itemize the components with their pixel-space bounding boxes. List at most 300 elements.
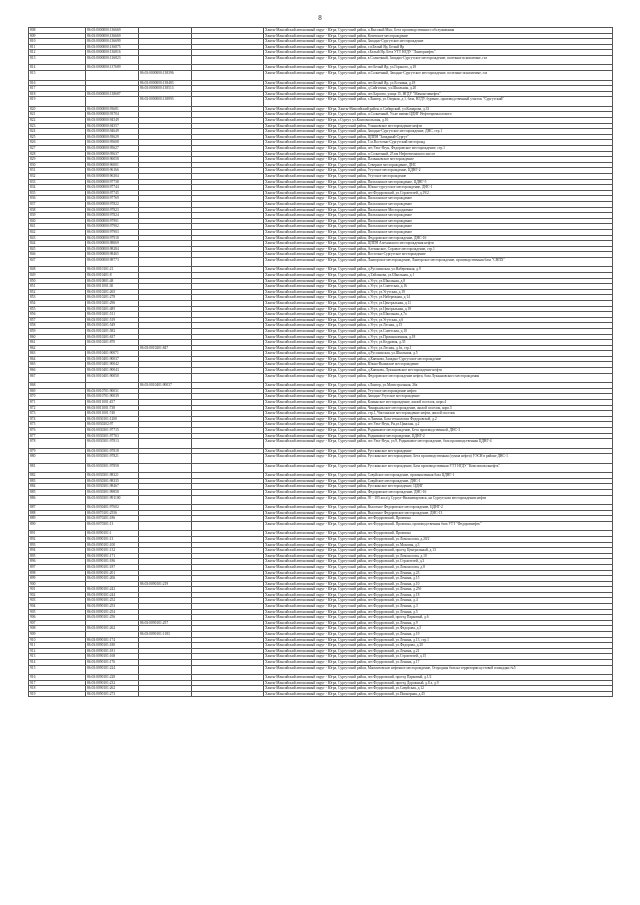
address-cell: Ханты-Мансийский автономный округ - Югра, Сургутский район, Пильтанское Мостороджение [264, 207, 613, 213]
address-cell: Ханты-Мансийский автономный округ - Югра, Сургутский район, с.Угут, ул.Центральная, д.11 [264, 300, 613, 306]
cadastral-number-cell: 86:03:0000000:95608 [86, 140, 139, 146]
cadastral-number-cell: 86:03:0030301:98335 [86, 478, 139, 484]
cadastral-number-cell: 86:03:0090101:187 [86, 564, 139, 570]
cadastral-number-cell: 86:03:0000000:97738 [86, 179, 139, 185]
row-number-cell: 897 [29, 564, 86, 570]
cadastral-number-alt-cell [139, 55, 192, 65]
cadastral-number-cell: 86:03:0090101:232 [86, 680, 139, 686]
cadastral-number-cell: 86:03:0010801:48 [86, 278, 139, 284]
cadastral-number-alt-cell [139, 521, 192, 531]
cadastral-number-cell: 86:03:0090101:132 [86, 548, 139, 554]
address-cell: Ханты-Мансийский автономный округ - Югра, Сургутский район, пгт.Федоровский, проезд Центральный, д.13 [264, 548, 613, 554]
cadastral-number-alt-cell [139, 691, 192, 697]
address-cell: Ханты-Мансийский автономный округ - Югра, Сургутский район, с.Угут, ул.Лесная, д.1в, стр.1 [264, 345, 613, 351]
cadastral-number-cell: 86:03:0070201:186 [86, 516, 139, 522]
cadastral-number-alt-cell [139, 665, 192, 675]
cadastral-number-cell: 86:03:0090101:244 [86, 592, 139, 598]
address-cell: Ханты-Мансийский автономный округ - Югра, г.Сургут, ул.Комсомольская, д.16 [264, 118, 613, 124]
cadastral-number-cell: 86:03:0010401:90037 [86, 356, 139, 362]
cadastral-number-alt-cell [139, 373, 192, 383]
row-number-cell: 823 [29, 123, 86, 129]
row-number-cell: 890 [29, 521, 86, 531]
address-cell: Ханты-Мансийский автономный округ - Югра, Сургутский район, Лянторское месторождение, Лянторское месторождение, производственная база "СНПХ" [264, 257, 613, 267]
cadastral-number-cell: 86:03:0000000:136875 [86, 44, 139, 50]
address-cell: Ханты-Мансийский автономный округ - Югра, Сургутский район, г.Лянтор, ул.Озерная, д.1, база, НГДУ, бурение, производственный участок "Сургутский" [264, 97, 613, 107]
address-cell: Ханты-Мансийский автономный округ - Югра, Сургутский район, пгт.Федоровский, ул.Ленина, д.18 [264, 592, 613, 598]
row-number-cell: 910 [29, 637, 86, 643]
cadastral-number-cell: 86:03:0010401:90043 [86, 368, 139, 374]
row-number-cell: 891 [29, 531, 86, 537]
row-number-cell: 874 [29, 416, 86, 422]
address-cell: Ханты-Мансийский автономный округ - Югра, Сургутский район, пгт.Федоровский, ул.Ленина, д.13, стр.1 [264, 637, 613, 643]
cadastral-number-cell: 86:03:0090101:254 [86, 609, 139, 615]
address-cell: Ханты-Мансийский автономный округ - Югра, Сургутский район, с.Угут, ул.Промышленная, д.18 [264, 334, 613, 340]
address-cell: Ханты-Мансийский автономный округ - Югра, Сургутский район, пгт.Федоровский, Промзона [264, 531, 613, 537]
cadastral-number-cell: 86:03:0010201:278 [86, 295, 139, 301]
cadastral-number-cell: 86:03:0011001:740 [86, 411, 139, 417]
address-cell: Ханты-Мансийский автономный округ - Югра, Сургутский район, Камынское месторождение, жилой поселок, корп.4 [264, 399, 613, 405]
row-number-cell: 889 [29, 516, 86, 522]
row-number-cell: 919 [29, 691, 86, 697]
address-cell: Ханты-Мансийский автономный округ - Югра, Сургутский район, Русскинское месторождение, База производственная УТТ НГДУ "Комсомольскнефть" [264, 463, 613, 473]
registry-table-body [29, 28, 613, 697]
row-number-cell: 845 [29, 246, 86, 252]
cadastral-number-cell: 86:03:0000000:97745 [86, 190, 139, 196]
cadastral-number-cell: 86:03:0030301:97858 [86, 463, 139, 473]
cadastral-number-cell: 86:03:0090101:262 [86, 686, 139, 692]
address-cell: Ханты-Мансийский автономный округ - Югра, Сургутский район, с.Угут, ул.Набережная, д.14 [264, 295, 613, 301]
address-cell: Ханты-Мансийский автономный округ - Югра, Сургутский район, пгт.Ульт-Ягун, Рн.ул.Цинская, д.2 [264, 422, 613, 428]
table-row [29, 665, 613, 675]
cadastral-number-cell: 86:03:0000000:95637 [86, 151, 139, 157]
address-cell: Ханты-Мансийский автономный округ - Югра, Сургутский район, Пильтанское месторождение, ЦДНГ-5 [264, 179, 613, 185]
address-cell: Ханты-Мансийский автономный округ - Югра, Сургутский район, Пильтанское месторождение [264, 213, 613, 219]
cadastral-number-cell: 86:03:0090101:253 [86, 604, 139, 610]
row-number-cell: 848 [29, 267, 86, 273]
address-cell: Ханты-Мансийский автономный округ - Югра, Сургутский район, стр.1, Чистинское месторождение нефти, жилой поселок [264, 411, 613, 417]
address-cell: Ханты-Мансийский автономный округ - Югра, Сургутский район, с.Угут, ул.Кедровая, д.35 [264, 340, 613, 346]
row-number-cell: 815 [29, 71, 86, 81]
row-number-cell: 811 [29, 44, 86, 50]
row-number-cell: 904 [29, 604, 86, 610]
cadastral-number-cell: 86:03:0030301:99858 [86, 489, 139, 495]
address-cell: Ханты-Мансийский автономный округ - Югра, Сургутский район, в Солнечный, Западно-Сургутское месторождение, полезные ископаемые, газ [264, 55, 613, 65]
address-cell: Ханты-Мансийский автономный округ - Югра, Сургутский район, пгт.Федоровский, проезд Парковый, д.1/2 [264, 675, 613, 681]
cadastral-number-cell: 86:03:0090101:181 [86, 648, 139, 654]
address-cell: Ханты-Мансийский автономный округ - Югра, Ханты-Мансийский район, п.Сибирский, ул.Комарова, д.33 [264, 106, 613, 112]
cadastral-number-cell: 86:03:0090101:174 [86, 637, 139, 643]
cadastral-number-cell: 86:03:0090101:262 [86, 626, 139, 632]
address-cell: Ханты-Мансийский автономный округ - Югра, Сургутский район, пгт.Федоровский, ул.Ломоносова, д.10 [264, 553, 613, 559]
address-cell: Ханты-Мансийский автономный округ - Югра, Сургутский район, Южно-сургутское месторождение, ДНС-1 [264, 185, 613, 191]
cadastral-number-alt-cell: 86:03:0000000:138396 [139, 71, 192, 81]
cadastral-number-cell: 86:03:0000000:97823 [86, 207, 139, 213]
row-number-cell: 887 [29, 505, 86, 511]
row-number-cell: 892 [29, 536, 86, 542]
address-cell: Ханты-Мансийский автономный округ - Югра, Сургутский район, с.Угут, ул.Советская, д.16 [264, 284, 613, 290]
row-number-cell: 832 [29, 173, 86, 179]
cadastral-number-alt-cell: 86:03:0010201:847 [139, 345, 192, 351]
cadastral-number-cell: 86:03:0010401:90071 [86, 351, 139, 357]
row-number-cell: 854 [29, 300, 86, 306]
cadastral-number-cell: 86:03:0000000:137689 [86, 65, 139, 71]
cadastral-number-cell: 86:03:0000000:96001 [86, 162, 139, 168]
row-number-cell: 870 [29, 394, 86, 400]
address-cell: Ханты-Мансийский автономный округ - Югра, Сургутский район, пгт.Федоровский, ул.Федорова, д.5 [264, 626, 613, 632]
row-number-cell: 810 [29, 39, 86, 45]
address-cell: Ханты-Мансийский автономный округ - Югра, Сургутский район, пгт.Федоровский, проезд Дорожный, д.8 а, д.9 [264, 680, 613, 686]
row-number-cell: 903 [29, 598, 86, 604]
address-cell: Ханты-Мансийский автономный округ - Югра, Сургутский район, пгт.Федоровский, ул.Строителей, д.19/2 [264, 190, 613, 196]
registry-table [28, 27, 613, 697]
cadastral-number-cell: 86:03:0000000:96058 [86, 157, 139, 163]
cadastral-number-cell: 86:03:0010201:637 [86, 334, 139, 340]
cadastral-number-cell: 86:03:0011001:738 [86, 405, 139, 411]
row-number-cell: 873 [29, 411, 86, 417]
cadastral-number-cell: 86:03:0030301:97821 [86, 454, 139, 464]
address-cell: Ханты-Мансийский автономный округ - Югра, Сургутский район, пгт.Федоровский, ул.Ленина, д.3 [264, 604, 613, 610]
table-row [29, 495, 613, 505]
cadastral-number-cell: 86:03:0030202:97 [86, 422, 139, 428]
row-number-cell: 865 [29, 362, 86, 368]
row-number-cell: 885 [29, 489, 86, 495]
row-number-cell: 908 [29, 626, 86, 632]
cadastral-number-cell: 86:03:0010201:485 [86, 306, 139, 312]
address-cell: Ханты-Мансийский автономный округ - Югра, Сургутский район, пгт.Ульт-Ягун, ул.9, Родниковое месторождение, база производственная ЦДНГ-4 [264, 439, 613, 449]
cadastral-number-cell: 86:03:0010401:90042 [86, 362, 139, 368]
extra-cell [192, 463, 264, 473]
table-row [29, 97, 613, 107]
extra-cell [192, 373, 264, 383]
row-number-cell: 835 [29, 190, 86, 196]
cadastral-number-cell: 86:03:0010401:90050 [86, 373, 139, 383]
address-cell: Ханты-Мансийский автономный округ - Югра, Сургутский район, пгт.Федоровский, Промзона, производственная база УТТ "Федоровнефть" [264, 521, 613, 531]
address-cell: Ханты-Мансийский автономный округ - Югра, Сургутский район, Русскинское месторождение, ЦДНГ [264, 484, 613, 490]
address-cell: Ханты-Мансийский автономный округ - Югра, Сургутский район, д.Каюкова, Западно-Сургутское месторождение [264, 356, 613, 362]
cadastral-number-cell: 86:03:0030301:97763 [86, 433, 139, 439]
extra-cell [192, 55, 264, 65]
page-number: 8 [318, 14, 322, 22]
extra-cell [192, 521, 264, 531]
row-number-cell: 830 [29, 162, 86, 168]
cadastral-number-alt-cell: 86:03:0000000:138893 [139, 97, 192, 107]
table-row [29, 521, 613, 531]
row-number-cell: 858 [29, 323, 86, 329]
address-cell: Ханты-Мансийский автономный округ - Югра, Сургутский район, с.Угут, ул.Школьная, д.7а [264, 312, 613, 318]
row-number-cell: 906 [29, 615, 86, 621]
address-cell: Ханты-Мансийский автономный округ - Югра, Сургутский район, ЦППН Алехинского месторождения нефти [264, 241, 613, 247]
address-cell: Ханты-Мансийский автономный округ - Югра, Сургутский район, г.п.Белый Яр, Белый Яр [264, 44, 613, 50]
cadastral-number-alt-cell [139, 439, 192, 449]
extra-cell [192, 495, 264, 505]
address-cell: Ханты-Мансийский автономный округ - Югра, Сургутский район, пгт.Федоровский, ул.Моховая, д.3 [264, 542, 613, 548]
row-number-cell: 895 [29, 553, 86, 559]
address-cell: Ханты-Мансийский автономный округ - Югра, Сургутский район, пгт.Федоровский, ул.Ленина, д.9 [264, 620, 613, 626]
cadastral-number-cell: 86:03:0000000:96166 [86, 168, 139, 174]
cadastral-number-cell: 86:03:0000000:97824 [86, 213, 139, 219]
cadastral-number-cell: 86:03:0070301:13 [86, 521, 139, 531]
address-cell: Ханты-Мансийский автономный округ - Югра, Сургутский район, пгт.Федоровский, ул.Федорова, д.20 [264, 643, 613, 649]
cadastral-number-cell: 86:03:0090101:273 [86, 691, 139, 697]
address-cell: Ханты-Мансийский автономный округ - Югра, Сургутский район, Пильтанское месторождение [264, 229, 613, 235]
row-number-cell: 909 [29, 632, 86, 638]
address-cell: Ханты-Мансийский автономный округ - Югра, Сургутский район, п.Солнечный, Ул.ке имени ЦДНГ Нефтепромыслового [264, 112, 613, 118]
cadastral-number-cell: 86:03:0000000:97902 [86, 224, 139, 230]
row-number-cell: 822 [29, 118, 86, 124]
address-cell: Ханты-Мансийский автономный округ - Югра, Сургутский район, Угутское месторождение, ЦДНГ-2 [264, 168, 613, 174]
address-cell: Ханты-Мансийский автономный округ - Югра, Сургутский район, Пильтанское месторождение [264, 218, 613, 224]
address-cell: Ханты-Мансийский автономный округ - Югра, Сургутский район, Кочевское месторождение [264, 33, 613, 39]
table-row [29, 71, 613, 81]
address-cell: Ханты-Мансийский автономный округ - Югра, Сургутский район, Высотное Федоровское месторождение, ЦДНГ-2 [264, 505, 613, 511]
row-number-cell: 820 [29, 106, 86, 112]
address-cell: Ханты-Мансийский автономный округ - Югра, Сургутский район, Пильтанское месторождение [264, 201, 613, 207]
cadastral-number-cell: 86:03:0090101:252 [86, 598, 139, 604]
row-number-cell: 867 [29, 373, 86, 383]
row-number-cell: 839 [29, 213, 86, 219]
cadastral-number-cell: 86:03:0090101:201 [86, 570, 139, 576]
address-cell: Ханты-Мансийский автономный округ - Югра, Сургутский район, д.Тайлакова, ул.Школьная, д.1 [264, 272, 613, 278]
row-number-cell: 916 [29, 675, 86, 681]
cadastral-number-cell: 86:03:0090101:1 [86, 531, 139, 537]
row-number-cell: 913 [29, 654, 86, 660]
cadastral-number-cell: 86:03:0000000:93629 [86, 134, 139, 140]
row-number-cell: 900 [29, 581, 86, 587]
extra-cell [192, 257, 264, 267]
row-number-cell: 821 [29, 112, 86, 118]
row-number-cell: 912 [29, 648, 86, 654]
row-number-cell: 877 [29, 433, 86, 439]
address-cell: Ханты-Мансийский автономный округ - Югра, Сургутский район, Пальяновское месторождение [264, 157, 613, 163]
address-cell: Ханты-Мансийский автономный округ - Югра, Сургутский район, пгт.Федоровский, ул.Ленина, д.5 [264, 609, 613, 615]
address-cell: Ханты-Мансийский автономный округ - Югра, Сургутский район, пгт.Ульт-Ягун, Федоровское месторождение, стр.1 [264, 146, 613, 152]
cadastral-number-alt-cell: 86:03:0090101:219 [139, 581, 192, 587]
address-cell: Ханты-Мансийский автономный округ - Югра, Сургутский район, 95 - 105 км а/д Сургут-Нижневартовск, на Сургутском месторождении нефти [264, 495, 613, 505]
row-number-cell: 881 [29, 463, 86, 473]
cadastral-number-alt-cell: 86:03:0010401:90037 [139, 383, 192, 389]
cadastral-number-cell: 86:03:0010201:549 [86, 323, 139, 329]
row-number-cell: 841 [29, 224, 86, 230]
table-row [29, 454, 613, 464]
row-number-cell: 809 [29, 33, 86, 39]
row-number-cell: 875 [29, 422, 86, 428]
address-cell: Ханты-Мансийский автономный округ - Югра, Сургутский район, Северное месторождение, ДНС [264, 162, 613, 168]
row-number-cell: 827 [29, 146, 86, 152]
cadastral-number-cell: 86:03:0090101:256 [86, 615, 139, 621]
address-cell: Ханты-Мансийский автономный округ - Югра, Сургутский район, Угутское месторождение нефти [264, 388, 613, 394]
address-cell: Ханты-Мансийский автономный округ - Югра, Сургутский район, д.Русскинская, ул.Школьная, д.5 [264, 351, 613, 357]
cadastral-number-cell: 86:03:0030301:97818 [86, 448, 139, 454]
address-cell: Ханты-Мансийский автономный округ - Югра, Сургутский район, Восточно-Сургутское месторождение [264, 252, 613, 258]
cadastral-number-cell: 86:03:0000000:98069 [86, 241, 139, 247]
row-number-cell: 917 [29, 680, 86, 686]
row-number-cell: 831 [29, 168, 86, 174]
address-cell: Ханты-Мансийский автономный округ - Югра, Сургутский район, Ульяновское месторождение нефти [264, 123, 613, 129]
address-cell: Ханты-Мансийский автономный округ - Югра, Сургутский район, пгт.Федоровский, ул.Ленина, д.15 [264, 576, 613, 582]
row-number-cell: 880 [29, 454, 86, 464]
row-number-cell: 840 [29, 218, 86, 224]
row-number-cell: 893 [29, 542, 86, 548]
cadastral-number-cell: 86:03:0000000:93681 [86, 106, 139, 112]
row-number-cell: 894 [29, 548, 86, 554]
row-number-cell: 864 [29, 356, 86, 362]
row-number-cell: 852 [29, 289, 86, 295]
row-number-cell: 863 [29, 351, 86, 357]
cadastral-number-alt-cell: 86:03:0000000:138483 [139, 80, 192, 86]
cadastral-number-cell: 86:03:0090101:224 [86, 665, 139, 675]
row-number-cell: 869 [29, 388, 86, 394]
address-cell: Ханты-Мансийский автономный округ - Югра, Сургутский район, с.Угут, ул.Лесная, д.15 [264, 323, 613, 329]
cadastral-number-cell: 86:03:0011001:457 [86, 399, 139, 405]
cadastral-number-cell: 86:03:0010101:21 [86, 267, 139, 273]
cadastral-number-alt-cell: 86:03:0090101:1183 [139, 632, 192, 638]
address-cell: Ханты-Мансийский автономный округ - Югра, Сургутский район, Западно-Сургутское месторождение [264, 39, 613, 45]
address-cell: Ханты-Мансийский автономный округ - Югра, Сургутский район, г.Лянтор, ул.Магистральная, 26а [264, 383, 613, 389]
extra-cell [192, 665, 264, 675]
cadastral-number-cell: 86:03:0030101:1200 [86, 416, 139, 422]
row-number-cell: 824 [29, 129, 86, 135]
cadastral-number-cell: 86:03:0030301:97715 [86, 427, 139, 433]
cadastral-number-cell: 86:03:0030301:98321 [86, 473, 139, 479]
row-number-cell: 902 [29, 592, 86, 598]
row-number-cell: 842 [29, 229, 86, 235]
row-number-cell: 868 [29, 383, 86, 389]
row-number-cell: 918 [29, 686, 86, 692]
address-cell: Ханты-Мансийский автономный округ - Югра, Сургутский район, пгт.Федоровский, ул.Ленина, д.10 [264, 581, 613, 587]
address-cell: Ханты-Мансийский автономный округ - Югра, Сургутский район, пгт.Федоровский, ул.Ленина, д.17 [264, 660, 613, 666]
address-cell: Ханты-Мансийский автономный округ - Югра, Сургутский район, п.Высокий Мыс, Бета производственного обслуживания [264, 28, 613, 34]
row-number-cell: 838 [29, 207, 86, 213]
row-number-cell: 871 [29, 399, 86, 405]
row-number-cell: 829 [29, 157, 86, 163]
address-cell: Ханты-Мансийский автономный округ - Югра, Сургутский район, пгт.Барсово, улица 15, НГДУ "Мамонтовнефть" [264, 91, 613, 97]
table-row [29, 439, 613, 449]
cadastral-number-cell: 86:03:0000000:136823 [86, 55, 139, 65]
cadastral-number-cell: 86:03:0000000:138687 [86, 91, 139, 97]
address-cell: Ханты-Мансийский автономный округ - Югра, Сургутский район, с.Угут, ул.Угутская, д.19 [264, 289, 613, 295]
cadastral-number-cell: 86:03:0000000:97769 [86, 196, 139, 202]
cadastral-number-cell [86, 97, 139, 107]
address-cell: Ханты-Мансийский автономный округ - Югра, Сургутский район, п.Солнечный, Западно-Сургутское месторождение, полезные ископаемые, газ [264, 71, 613, 81]
cadastral-number-cell: 86:03:0090101:206 [86, 576, 139, 582]
address-cell: Ханты-Мансийский автономный округ - Югра, Сургутский район, пгт.Федоровский, ул.Ленина, д.21 [264, 648, 613, 654]
row-number-cell: 860 [29, 334, 86, 340]
row-number-cell: 846 [29, 252, 86, 258]
row-number-cell: 825 [29, 134, 86, 140]
row-number-cell: 901 [29, 587, 86, 593]
row-number-cell: 857 [29, 317, 86, 323]
cadastral-number-alt-cell [139, 463, 192, 473]
address-cell: Ханты-Мансийский автономный округ - Югра, Сургутский район, Пильтанское месторождение [264, 224, 613, 230]
row-number-cell: 849 [29, 272, 86, 278]
row-number-cell: 843 [29, 235, 86, 241]
address-cell: Ханты-Мансийский автономный округ - Югра, Сургутский район, д.Русскинская, ул.Набережная, д.9 [264, 267, 613, 273]
address-cell: Ханты-Мансийский автономный округ - Югра, Сургутский район, Угутское месторождение [264, 173, 613, 179]
row-number-cell: 826 [29, 140, 86, 146]
cadastral-number-cell: 86:03:0090101:228 [86, 675, 139, 681]
address-cell: Ханты-Мансийский автономный округ - Югра, Сургутский район, пгт.Федоровский, проезд Парковый, д.6 [264, 615, 613, 621]
row-number-cell: 876 [29, 427, 86, 433]
row-number-cell: 898 [29, 570, 86, 576]
row-number-cell: 856 [29, 312, 86, 318]
extra-cell [192, 71, 264, 81]
cadastral-number-cell: 86:03:0000000:94557 [86, 123, 139, 129]
cadastral-number-alt-cell [139, 257, 192, 267]
row-number-cell: 853 [29, 295, 86, 301]
address-cell: Ханты-Мансийский автономный округ - Югра, Сургутский район, пгт.Федоровский, ул.Ленина, д.25б [264, 587, 613, 593]
cadastral-number-cell: 86:03:0030301:98467 [86, 484, 139, 490]
address-cell: Ханты-Мансийский автономный округ - Югра, Сургутский район, пгт.Федоровский, ул.Ленина, д.4 [264, 598, 613, 604]
cadastral-number-cell: 86:03:0000000:98773 [86, 257, 139, 267]
cadastral-number-cell: 86:03:0000000:96304 [86, 173, 139, 179]
address-cell: Ханты-Мансийский автономный округ - Югра, Сургутский район, Высотное Федоровское месторождение, ДНС-13 [264, 510, 613, 516]
row-number-cell: 818 [29, 91, 86, 97]
row-number-cell: 808 [29, 28, 86, 34]
address-cell: Ханты-Мансийский автономный округ - Югра, Сургутский район, с.Угут, ул.Советская, д.10 [264, 328, 613, 334]
cadastral-number-cell: 86:03:0030301:991100 [86, 495, 139, 505]
row-number-cell: 817 [29, 86, 86, 92]
cadastral-number-cell: 86:03:0030401:97602 [86, 505, 139, 511]
cadastral-number-cell: 86:03:0000000:98284 [86, 246, 139, 252]
cadastral-number-cell: 86:03:0000000:136699 [86, 39, 139, 45]
cadastral-number-cell: 86:03:0011001:30 [86, 284, 139, 290]
cadastral-number-cell: 86:03:0010401:8 [86, 272, 139, 278]
address-cell: Ханты-Мансийский автономный округ - Югра, Сургутский район, д.Сайгатина, ул.Школьная, д.20 [264, 86, 613, 92]
cadastral-number-cell: 86:03:0090101:176 [86, 660, 139, 666]
cadastral-number-cell: 86:03:0090101:13 [86, 536, 139, 542]
cadastral-number-cell: 86:03:0000000:97901 [86, 218, 139, 224]
row-number-cell: 888 [29, 510, 86, 516]
cadastral-number-alt-cell: 86:03:0090101:257 [139, 620, 192, 626]
address-cell: Ханты-Мансийский автономный округ - Югра, Сургутский район, пгт.Федоровский, ул.Ломоносова, д.20/2 [264, 536, 613, 542]
row-number-cell: 899 [29, 576, 86, 582]
address-cell: Ханты-Мансийский автономный округ - Югра, Сургутский район, Савуйское месторождение, ДНС-1 [264, 478, 613, 484]
address-cell: Ханты-Мансийский автономный округ - Югра, Сургутский район, Западно-Угутское месторождение [264, 394, 613, 400]
address-cell: Ханты-Мансийский автономный округ - Югра, Сургутский район, Пильтанское месторождение [264, 196, 613, 202]
row-number-cell: 833 [29, 179, 86, 185]
address-cell: Ханты-Мансийский автономный округ - Югра, Сургутский район, Алехинское, Соровое месторождение, стр.1 [264, 246, 613, 252]
cadastral-number-cell: 86:03:0070101:2556 [86, 510, 139, 516]
address-cell: Ханты-Мансийский автономный округ - Югра, Сургутский район, п.Лямина, База технологии Федоровской, д.2 [264, 416, 613, 422]
address-cell: Ханты-Мансийский автономный округ - Югра, Сургутский район, пгт.Федоровский, ул.Пионерная, д.45 [264, 691, 613, 697]
row-number-cell: 850 [29, 278, 86, 284]
address-cell: Ханты-Мансийский автономный округ - Югра, Сургутский район, Южно-Выинское месторождение [264, 362, 613, 368]
cadastral-number-alt-cell [139, 454, 192, 464]
cadastral-number-cell: 86:03:0090101:100 [86, 542, 139, 548]
row-number-cell: 872 [29, 405, 86, 411]
extra-cell [192, 439, 264, 449]
cadastral-number-cell: 86:03:0000000:94649 [86, 129, 139, 135]
row-number-cell: 816 [29, 80, 86, 86]
address-cell: Ханты-Мансийский автономный округ - Югра, Сургутский район, пгт.Белый Яр, ул.Горького, д.18 [264, 65, 613, 71]
cadastral-number-cell: 86:03:0030301:97813 [86, 439, 139, 449]
row-number-cell: 847 [29, 257, 86, 267]
row-number-cell: 883 [29, 478, 86, 484]
cadastral-number-cell: 86:03:0090101:168 [86, 654, 139, 660]
row-number-cell: 866 [29, 368, 86, 374]
row-number-cell: 911 [29, 643, 86, 649]
row-number-cell: 896 [29, 559, 86, 565]
address-cell: Ханты-Мансийский автономный округ - Югра, Сургутский район, с.Угут, ул.Угутская, д.6 [264, 317, 613, 323]
cadastral-number-cell: 86:03:0000000:94549 [86, 118, 139, 124]
row-number-cell: 836 [29, 196, 86, 202]
address-cell: Ханты-Мансийский автономный округ - Югра, Сургутский район, Родниковое месторождение, Бета производственной, ДНС-3 [264, 427, 613, 433]
row-number-cell: 879 [29, 448, 86, 454]
row-number-cell: 878 [29, 439, 86, 449]
table-row [29, 463, 613, 473]
cadastral-number-cell: 86:03:0000000:97918 [86, 235, 139, 241]
cadastral-number-cell: 86:03:0000000:136669 [86, 33, 139, 39]
